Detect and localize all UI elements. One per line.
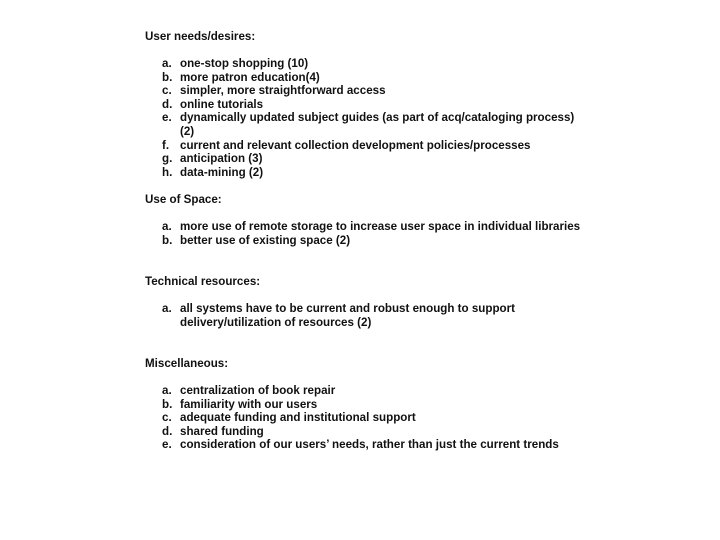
list-item: h. data-mining (2) — [162, 165, 264, 179]
list-item: c. simpler, more straightforward access — [162, 84, 386, 98]
item-list — [162, 302, 540, 329]
list-item: a. all systems have to be current and robust enough to support delivery/utilization of resources (2) — [162, 302, 515, 329]
list-item: f. current and relevant collection development policies/processes — [162, 138, 531, 152]
list-item: b. better use of existing space (2) — [162, 233, 351, 247]
item-list — [162, 220, 590, 247]
section-user-needs — [145, 30, 705, 179]
list-item: d. shared funding — [162, 424, 264, 438]
section-heading: Miscellaneous: — [145, 357, 229, 370]
list-item: a. one-stop shopping (10) — [162, 57, 309, 70]
list-item: b. more patron education(4) — [162, 70, 320, 84]
list-item: a. centralization of book repair — [162, 384, 336, 397]
list-item: e. consideration of our users’ needs, rather than just the current trends — [162, 438, 559, 452]
list-item: g. anticipation (3) — [162, 152, 263, 166]
section-heading: Use of Space: — [145, 193, 222, 206]
list-item: b. familiarity with our users — [162, 397, 318, 411]
section-technical-resources — [145, 275, 705, 329]
item-list — [162, 384, 600, 452]
section-heading: Technical resources: — [145, 275, 261, 288]
item-list — [162, 57, 620, 179]
section-use-of-space — [145, 193, 705, 247]
list-item: e. dynamically updated subject guides (as part of acq/cataloging process) (2) — [162, 111, 575, 138]
list-item: c. adequate funding and institutional support — [162, 411, 416, 425]
section-miscellaneous — [145, 357, 705, 452]
list-item: d. online tutorials — [162, 97, 264, 111]
list-item: a. more use of remote storage to increase user space in individual libraries — [162, 220, 581, 233]
section-heading: User needs/desires: — [145, 30, 256, 43]
